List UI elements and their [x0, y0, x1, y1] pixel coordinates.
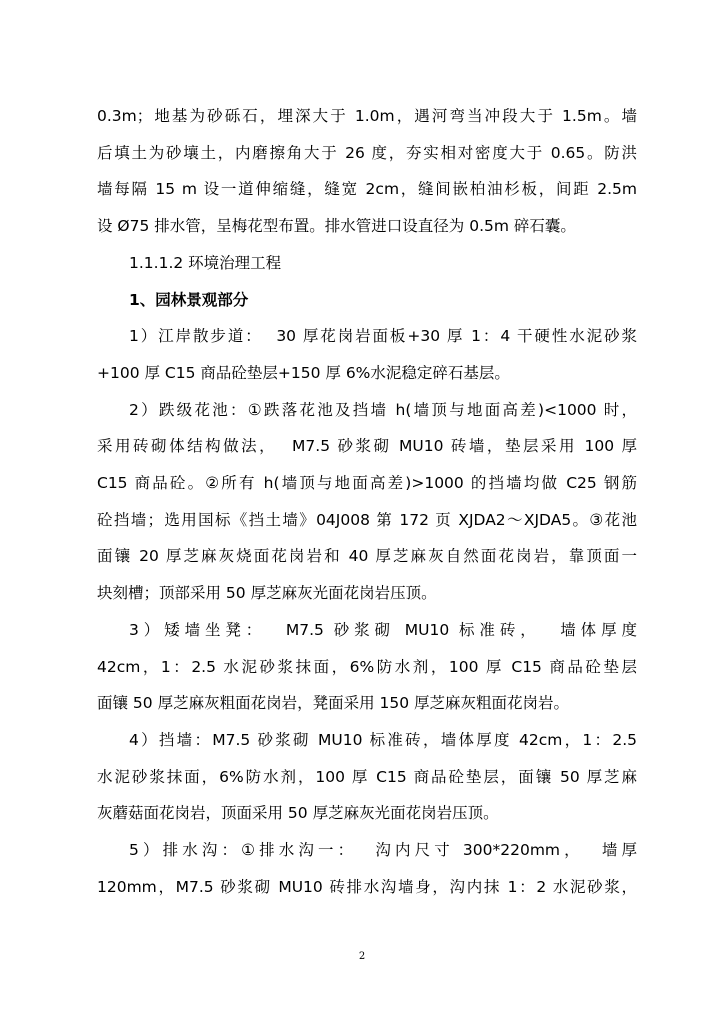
body-line: 砼挡墙；选用国标《挡土墙》04J008 第 172 页 XJDA2～XJDA5。③花池 [97, 510, 637, 529]
section-heading: 1.1.1.2 环境治理工程 [129, 253, 282, 272]
body-line: 面镶 50 厚芝麻灰粗面花岗岩，凳面采用 150 厚芝麻灰粗面花岗岩。 [97, 694, 570, 713]
body-line: 水泥砂浆抹面，6%防水剂，100 厚 C15 商品砼垫层，面镶 50 厚芝麻 [97, 767, 637, 786]
body-line: 1）江岸散步道： 30 厚花岗岩面板+30 厚 1：4 干硬性水泥砂浆 [129, 327, 637, 346]
body-line: 灰蘑菇面花岗岩，顶面采用 50 厚芝麻灰光面花岗岩压顶。 [97, 804, 499, 823]
body-line: 0.3m；地基为砂砾石，埋深大于 1.0m，遇河弯当冲段大于 1.5m。墙 [97, 107, 637, 125]
body-line: 42cm，1：2.5 水泥砂浆抹面，6%防水剂，100 厚 C15 商品砼垫层 [97, 657, 637, 676]
body-line: 3）矮墙坐凳： M7.5 砂浆砌 MU10 标准砖， 墙体厚度 [129, 620, 637, 639]
body-line: 2）跌级花池：①跌落花池及挡墙 h(墙顶与地面高差)<1000 时， [129, 400, 637, 419]
body-line: 120mm，M7.5 砂浆砌 MU10 砖排水沟墙身，沟内抹 1：2 水泥砂浆， [97, 877, 637, 896]
body-line: 块刻槽；顶部采用 50 厚芝麻灰光面花岗岩压顶。 [97, 584, 437, 603]
body-line: C15 商品砼。②所有 h(墙顶与地面高差)>1000 的挡墙均做 C25 钢筋 [97, 474, 637, 493]
body-line: 4）挡墙：M7.5 砂浆砌 MU10 标准砖，墙体厚度 42cm，1：2.5 [129, 730, 637, 749]
page-number: 2 [358, 951, 366, 962]
body-line: 墙每隔 15 m 设一道伸缩缝，缝宽 2cm，缝间嵌柏油杉板，间距 2.5m [97, 180, 637, 199]
body-line: 后填土为砂壤土，内磨擦角大于 26 度，夯实相对密度大于 0.65。防洪 [97, 143, 637, 162]
subsection-heading: 1、园林景观部分 [129, 290, 249, 309]
document-body [97, 98, 637, 905]
body-line: 5）排水沟：①排水沟一： 沟内尺寸 300*220mm， 墙厚 [129, 841, 637, 860]
body-line: 面镶 20 厚芝麻灰烧面花岗岩和 40 厚芝麻灰自然面花岗岩，靠顶面一 [97, 547, 637, 566]
body-line: +100 厚 C15 商品砼垫层+150 厚 6%水泥稳定碎石基层。 [97, 363, 510, 382]
body-line: 采用砖砌体结构做法， M7.5 砂浆砌 MU10 砖墙，垫层采用 100 厚 [97, 437, 637, 456]
body-line: 设 Ø75 排水管，呈梅花型布置。排水管进口设直径为 0.5m 碎石囊。 [97, 217, 576, 236]
